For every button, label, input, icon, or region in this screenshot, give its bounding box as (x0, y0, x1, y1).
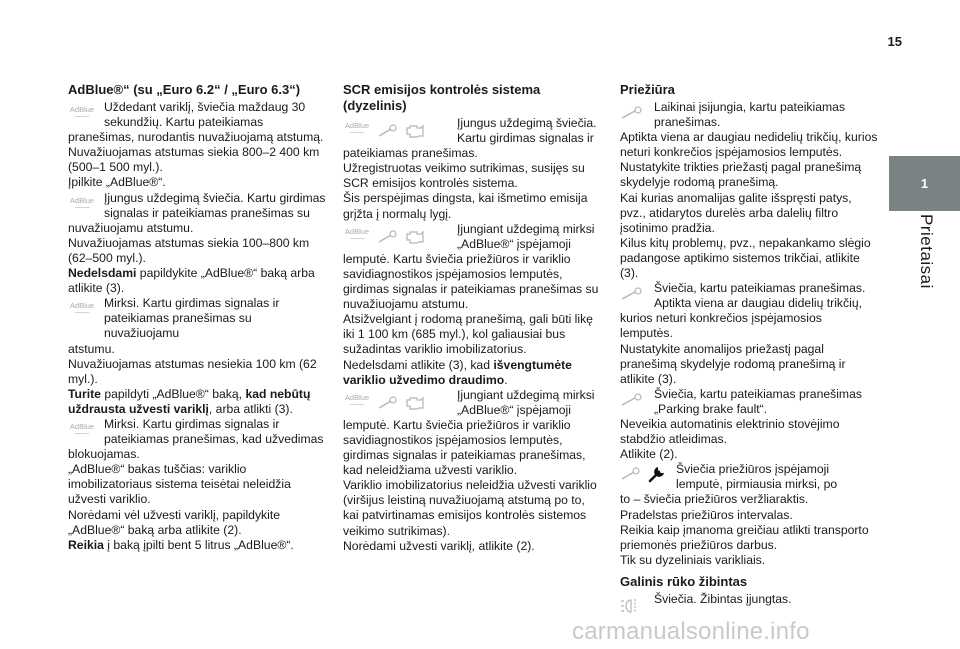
paragraph: Atsižvelgiant į rodomą pranešimą, gali būti likę iki 1 100 km (685 myl.), kol galiausiai bus sužadintas variklio imobilizatorius. (343, 312, 593, 357)
adblue-warning-2 (68, 191, 326, 221)
watermark: carmanualsonline.info (572, 618, 810, 645)
paragraph: kurios neturi konkrečios įspėjamosios lemputės. (620, 311, 822, 341)
paragraph: pateikiamas pranešimas. (343, 146, 478, 161)
wrench-icon (377, 124, 399, 138)
wrench-icon (377, 230, 399, 244)
maintenance-warning-4 (620, 462, 878, 492)
maintenance-warning-3 (620, 387, 878, 417)
maintenance-warning-1-text: Laikinai įsijungia, kartu pateikiamas pranešimas. (654, 100, 846, 130)
paragraph: blokuojamas. (68, 447, 140, 462)
wrench-icon (620, 393, 644, 407)
paragraph: Norėdami užvesti variklį, atlikite (2). (343, 538, 535, 553)
maintenance-warning-1 (620, 100, 878, 130)
adblue-warning-3-text: Mirksi. Kartu girdimas signalas ir pateikiamas pranešimas su nuvažiuojamu (104, 296, 280, 341)
paragraph: Šis perspėjimas dingsta, kai išmetimo emisija grįžta į normalų lygį. (343, 191, 588, 221)
adblue-warning-2-text: Įjungus uždegimą šviečia. Kartu girdimas signalas ir pateikiamas pranešimas su (104, 190, 326, 220)
wrench-icon (377, 396, 399, 410)
paragraph: Turite papildyti „AdBlue®“ baką, kad nebūtų uždrausta užvesti variklį, arba atlikti (3). (68, 386, 311, 416)
paragraph: Norėdami vėl užvesti variklį, papildykite „AdBlue®“ baką arba atlikite (2). (68, 507, 281, 537)
wrench-icon (620, 467, 642, 481)
side-tab-title: Prietaisai (917, 214, 936, 289)
paragraph: pranešimas, nurodantis nuvažiuojamą atstumą. (68, 130, 324, 145)
side-tab-number: 1 (920, 176, 929, 191)
paragraph: „AdBlue®“ bakas tuščias: variklio imobilizatoriaus sistema teisėtai neleidžia užvesti variklio. (68, 462, 291, 507)
paragraph: Nuvažiuojamas atstumas siekia 100–800 km (62–500 myl.). (68, 235, 310, 265)
adblue-heading: AdBlue®“ (su „Euro 6.2“ / „Euro 6.3“) (68, 82, 301, 97)
paragraph: Kai kurias anomalijas galite išspręsti patys, pvz., atidarytos durelės arba dalelių filtro įsotinimo pradžia. (620, 190, 852, 235)
adblue-icon: AdBlue ~~~~ (69, 195, 95, 212)
paragraph: Nuvažiuojamas atstumas nesiekia 100 km (62 myl.). (68, 356, 317, 386)
scr-warning-2 (343, 222, 601, 252)
engine-icon (405, 395, 427, 411)
page-number: 15 (887, 34, 902, 49)
rear-fog-warning (620, 592, 878, 614)
adblue-icon: AdBlue ~~~~ (69, 301, 95, 318)
paragraph: Kilus kitų problemų, pvz., nepakankamo slėgio padangose aptikimo sistemos trikčiai, atlikite (3). (620, 235, 871, 281)
paragraph: Atlikite (2). (620, 447, 678, 462)
paragraph: Neveikia automatinis elektrinio stovėjimo stabdžio atleidimas. (620, 416, 840, 447)
paragraph: Variklio imobilizatorius neleidžia užvesti variklio (viršijus leistiną nuvažiuojamą atstumą po to, kai patvirtinamas emisijos kontrolės sistemos veikimo sutrikimas). (343, 478, 597, 538)
rear-fog-heading: Galinis rūko žibintas (620, 573, 748, 589)
paragraph: Pradelstas priežiūros intervalas. (620, 507, 793, 522)
column-maintenance (620, 82, 878, 614)
paragraph: Reikia į baką įpilti bent 5 litrus „AdBlue®“. (68, 537, 294, 552)
scr-warning-3-text: Įjungiant uždegimą mirksi „AdBlue®“ įspėjamoji (457, 387, 595, 417)
adblue-icon: AdBlue ~~~~ (344, 392, 370, 409)
column-scr (343, 82, 601, 554)
paragraph: Nedelsdami papildykite „AdBlue®“ baką arba atlikite (3). (68, 266, 315, 296)
maintenance-warning-2-text: Šviečia, kartu pateikiamas pranešimas. Aptikta viena ar daugiau didelių trikčių, (654, 281, 866, 311)
adblue-icon: AdBlue ~~~~ (69, 421, 95, 438)
maintenance-heading: Priežiūra (620, 82, 675, 97)
paragraph: atstumu. (68, 341, 115, 356)
paragraph: nuvažiuojamu atstumu. (68, 220, 194, 235)
paragraph: Nustatykite trikties priežastį pagal pranešimą skydelyje rodomą pranešimą. (620, 160, 862, 190)
paragraph: Tik su dyzeliniais varikliais. (620, 552, 766, 567)
adblue-warning-1-text: Uždedant variklį, šviečia maždaug 30 sekundžių. Kartu pateikiamas (104, 100, 306, 130)
adblue-warning-3 (68, 296, 326, 341)
paragraph: to – šviečia priežiūros veržliaraktis. (620, 492, 809, 507)
engine-icon (405, 229, 427, 245)
column-adblue (68, 82, 326, 553)
rear-fog-warning-text: Šviečia. Žibintas įjungtas. (654, 591, 792, 606)
paragraph: lemputė. Kartu šviečia priežiūros ir variklio savidiagnostikos įspėjamosios lemputės, girdimas signalas ir pateikiamas pranešimas su nuvažiuojamu atstumu. (343, 251, 599, 312)
paragraph: Reikia kaip įmanoma greičiau atlikti transporto priemonės priežiūros darbus. (620, 522, 869, 552)
scr-warning-1 (343, 116, 601, 146)
service-wrench-icon (648, 465, 666, 483)
engine-icon (405, 123, 427, 139)
paragraph: Užregistruotas veikimo sutrikimas, susijęs su SCR emisijos kontrolės sistema. (343, 161, 585, 191)
paragraph: Įpilkite „AdBlue®“. (68, 175, 166, 190)
scr-warning-2-text: Įjungiant uždegimą mirksi „AdBlue®“ įspėjamoji (457, 221, 595, 251)
paragraph: Nuvažiuojamas atstumas siekia 800–2 400 km (500–1 500 myl.). (68, 145, 320, 175)
rear-fog-light-icon (620, 598, 644, 614)
adblue-icon: AdBlue ~~~~ (69, 105, 95, 121)
paragraph: Aptikta viena ar daugiau nedidelių trikčių, kurios neturi konkrečios įspėjamosios lemputės. (620, 130, 878, 160)
maintenance-warning-4-text: Šviečia priežiūros įspėjamoji lemputė, pirmiausia mirksi, po (676, 462, 838, 492)
maintenance-warning-3-text: Šviečia, kartu pateikiamas pranešimas „Parking brake fault“. (654, 386, 862, 416)
maintenance-warning-2 (620, 281, 878, 311)
adblue-warning-4 (68, 417, 326, 447)
scr-warning-3 (343, 388, 601, 418)
adblue-icon: AdBlue ~~~~ (344, 226, 370, 243)
wrench-icon (620, 287, 644, 301)
wrench-icon (620, 106, 644, 120)
adblue-warning-4-text: Mirksi. Kartu girdimas signalas ir pateikiamas pranešimas, kad užvedimas (104, 416, 324, 447)
adblue-warning-1 (68, 100, 326, 130)
scr-warning-1-text: Įjungus uždegimą šviečia. Kartu girdimas signalas ir (457, 116, 597, 146)
adblue-icon: AdBlue ~~~~ (344, 121, 370, 137)
scr-heading: SCR emisijos kontrolės sistema (dyzelinis) (343, 82, 541, 113)
paragraph: lemputė. Kartu šviečia priežiūros ir variklio savidiagnostikos įspėjamosios lemputės, girdimas signalas ir pateikiamas pranešimas, kad neleidžiama užvesti variklio. (343, 417, 586, 478)
paragraph: Nustatykite anomalijos priežastį pagal pranešimą skydelyje rodomą pranešimą ir atlikite (3). (620, 341, 846, 386)
paragraph: Nedelsdami atlikite (3), kad išvengtumėte variklio užvedimo draudimo. (343, 357, 572, 387)
